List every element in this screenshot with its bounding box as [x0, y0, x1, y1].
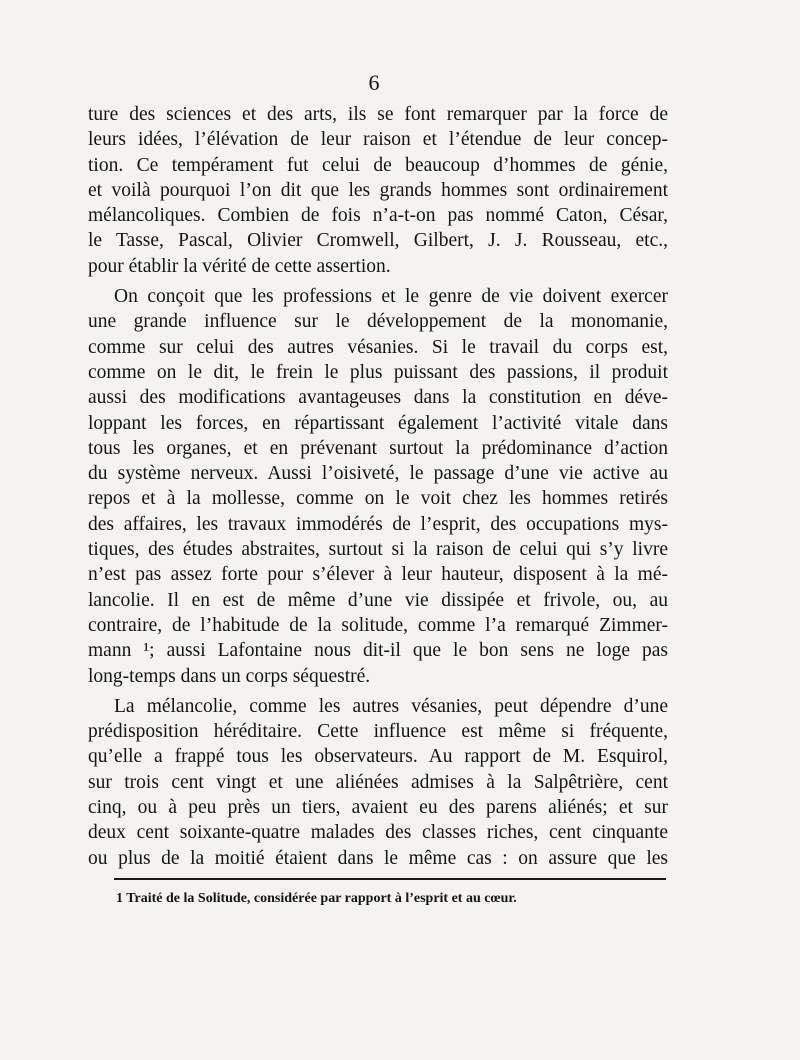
text-line: leurs idées, l’élévation de leur raison et l’étendue de leur concep- — [88, 129, 668, 151]
footnote-divider — [114, 878, 666, 880]
text-line: La mélancolie, comme les autres vésanies, peut dépendre d’une — [114, 695, 668, 717]
text-line: et voilà pourquoi l’on dit que les grands hommes sont ordinairement — [88, 179, 668, 201]
text-line: repos et à la mollesse, comme on le voit chez les hommes retirés — [88, 488, 668, 510]
text-line: comme on le dit, le frein le plus puissant des passions, il produit — [88, 361, 668, 383]
text-line: prédisposition héréditaire. Cette influence est même si fréquente, — [88, 721, 668, 743]
paragraph-2 — [88, 284, 668, 689]
page-number: 6 — [368, 70, 380, 95]
text-line: comme sur celui des autres vésanies. Si le travail du corps est, — [88, 336, 668, 358]
text-line: aussi des modifications avantageuses dans la constitution en déve- — [88, 387, 668, 409]
text-line: qu’elle a frappé tous les observateurs. Au rapport de M. Esquirol, — [88, 746, 668, 768]
text-line: du système nerveux. Aussi l’oisiveté, le passage d’une vie active au — [88, 463, 668, 485]
body-text — [88, 102, 668, 871]
text-line: long-temps dans un corps séquestré. — [88, 665, 371, 687]
paragraph-1 — [88, 102, 668, 279]
text-line: lancolie. Il en est de même d’une vie dissipée et frivole, ou, au — [88, 589, 668, 611]
text-line: mann ¹; aussi Lafontaine nous dit-il que le bon sens ne loge pas — [88, 640, 668, 662]
footnote: 1 Traité de la Solitude, considérée par rapport à l’esprit et au cœur. — [116, 891, 517, 906]
text-line: le Tasse, Pascal, Olivier Cromwell, Gilbert, J. J. Rousseau, etc., — [88, 230, 668, 252]
text-line: une grande influence sur le développement de la monomanie, — [88, 311, 668, 333]
text-line: On conçoit que les professions et le genre de vie doivent exercer — [114, 286, 668, 308]
text-line: des affaires, les travaux immodérés de l’esprit, des occupations mys- — [88, 513, 668, 535]
text-line: mélancoliques. Combien de fois n’a-t-on pas nommé Caton, César, — [88, 205, 668, 227]
text-line: sur trois cent vingt et une aliénées admises à la Salpêtrière, cent — [88, 771, 668, 793]
text-line: tous les organes, et en prévenant surtout la prédominance d’action — [88, 437, 668, 459]
text-line: contraire, de l’habitude de la solitude, comme l’a remarqué Zimmer- — [88, 614, 668, 636]
text-line: tiques, des études abstraites, surtout si la raison de celui qui s’y livre — [88, 539, 668, 561]
text-line: n’est pas assez forte pour s’élever à leur hauteur, disposent à la mé- — [88, 564, 668, 586]
text-line: ou plus de la moitié étaient dans le même cas : on assure que les — [88, 847, 668, 869]
text-line: pour établir la vérité de cette assertion. — [88, 255, 391, 277]
text-line: ture des sciences et des arts, ils se font remarquer par la force de — [88, 104, 668, 125]
text-line: cinq, ou à peu près un tiers, avaient eu des parens aliénés; et sur — [88, 797, 668, 819]
paragraph-3 — [88, 694, 668, 871]
text-line: tion. Ce tempérament fut celui de beaucoup d’hommes de génie, — [88, 154, 668, 176]
text-line: loppant les forces, en répartissant également l’activité vitale dans — [88, 412, 668, 434]
text-line: deux cent soixante-quatre malades des classes riches, cent cinquante — [88, 822, 668, 844]
